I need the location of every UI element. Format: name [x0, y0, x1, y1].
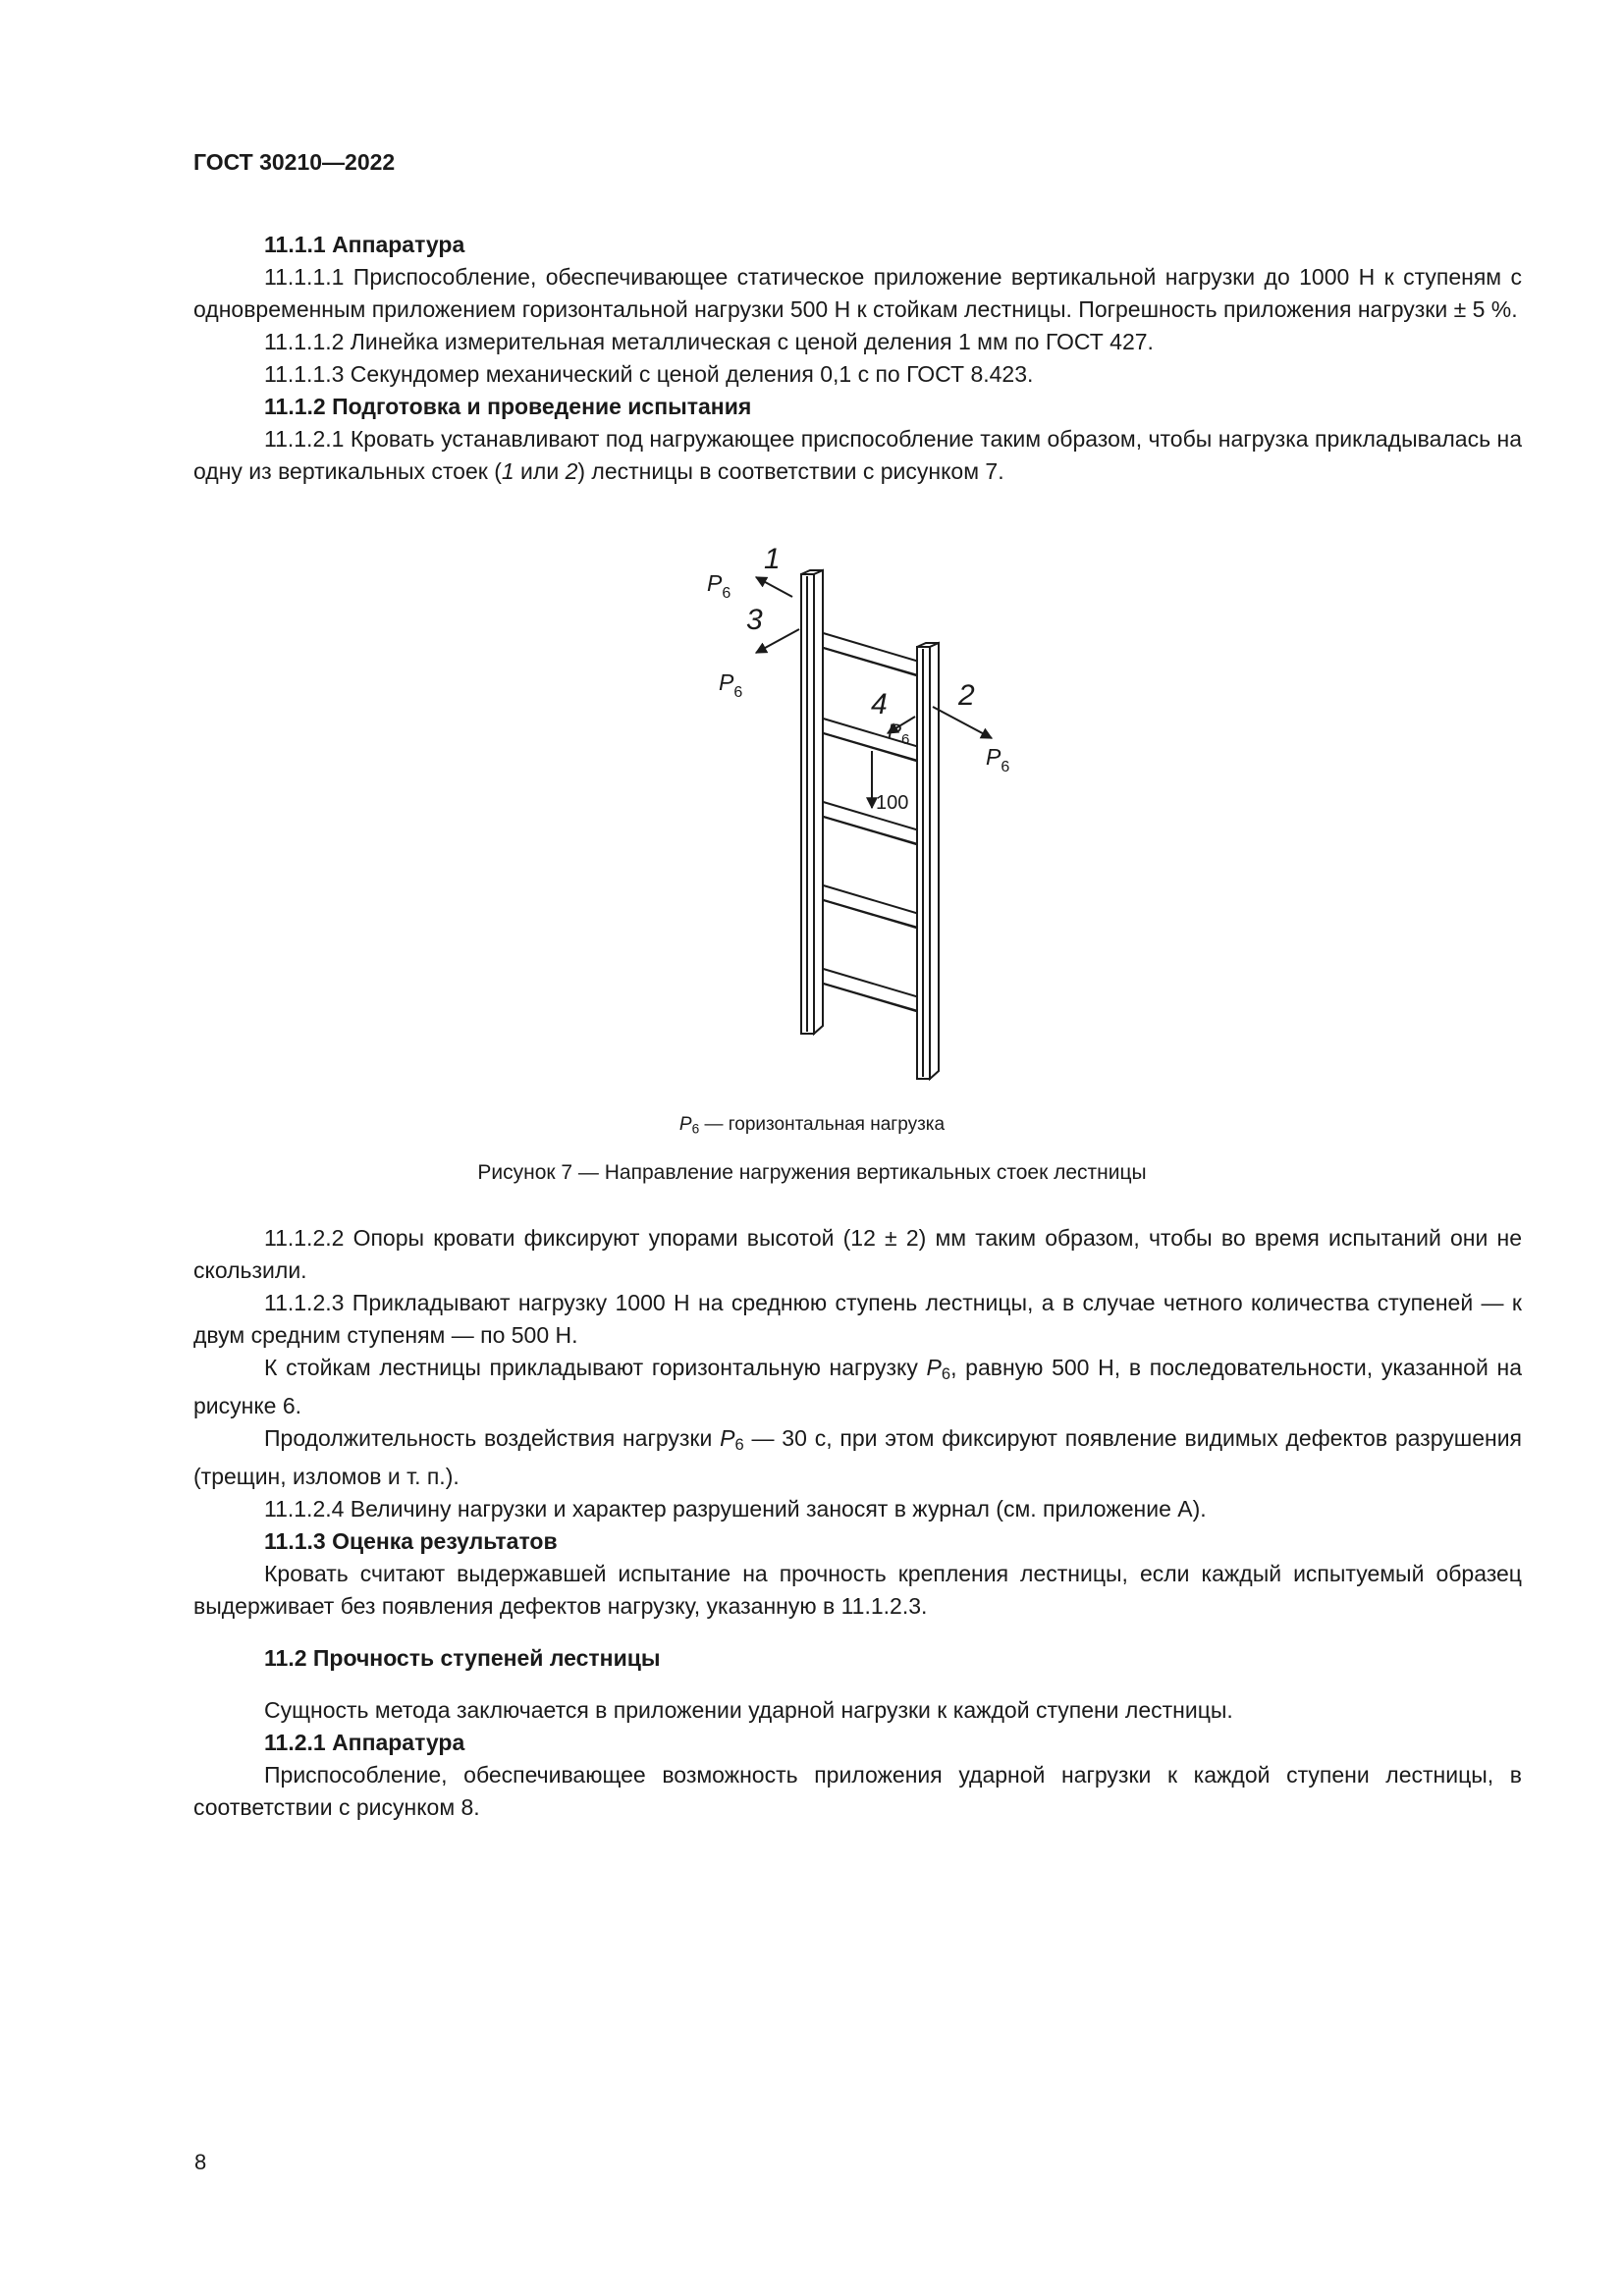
paragraph-device: Приспособление, обеспечивающее возможность приложения ударной нагрузки к каждой ступени лестницы, в соответствии с рисунком 8.: [193, 1762, 1522, 1821]
label-1: 1: [764, 545, 781, 575]
heading-evaluation: 11.1.3 Оценка результатов: [264, 1528, 558, 1555]
ladder-rung: [810, 629, 926, 678]
document-header: ГОСТ 30210—2022: [193, 149, 396, 175]
paragraph-11-1-2-2: 11.1.2.2 Опоры кровати фиксируют упорами высотой (12 ± 2) мм таким образом, чтобы во время испытаний они не скользили.: [193, 1225, 1522, 1283]
paragraph-horizontal-load: К стойкам лестницы прикладывают горизонтальную нагрузку $P_6$, равную 500 Н, в последовательности, указанной на рисунке 6.: [193, 1355, 1522, 1419]
label-load-value: 100: [876, 792, 909, 814]
label-p6-mid: $P_6$: [888, 721, 910, 748]
figure-7-ladder: [648, 545, 1041, 1085]
paragraph-11-1-1-3: 11.1.1.3 Секундомер механический с ценой деления 0,1 с по ГОСТ 8.423.: [264, 361, 1034, 387]
section-procedure: [193, 1222, 1522, 1824]
heading-11-2: 11.2 Прочность ступеней лестницы: [264, 1645, 661, 1672]
label-p6-right: $P_6$: [986, 744, 1010, 775]
paragraph-11-1-2-1: 11.1.2.1 Кровать устанавливают под нагружающее приспособление таким образом, чтобы нагрузка прикладывалась на одну из вертикальных стоек (1 или 2) лестницы в соответствии с рисунком 7.: [193, 426, 1522, 484]
paragraph-duration: Продолжительность воздействия нагрузки $P_6$ — 30 с, при этом фиксируют появление видимых дефектов разрушения (трещин, изломов и т. п.).: [193, 1425, 1522, 1490]
page-number: 8: [194, 2150, 207, 2174]
paragraph-11-1-1-2: 11.1.1.2 Линейка измерительная металлическая с ценой деления 1 мм по ГОСТ 427.: [264, 329, 1154, 354]
ladder-rung: [810, 965, 926, 1014]
paragraph-11-1-2-3: 11.1.2.3 Прикладывают нагрузку 1000 Н на среднюю ступень лестницы, а в случае четного количества ступеней — к двум средним ступеням — по 500 Н.: [193, 1290, 1522, 1348]
label-3: 3: [746, 604, 763, 636]
label-4: 4: [871, 688, 888, 721]
ladder-diagram: [648, 545, 1041, 1085]
heading-preparation: 11.1.2 Подготовка и проведение испытания: [264, 394, 752, 419]
figure-legend: $P_6$ — горизонтальная нагрузка: [678, 1114, 946, 1137]
label-p6-top: $P_6$: [707, 570, 731, 602]
paragraph-11-1-2-4: 11.1.2.4 Величину нагрузки и характер разрушений заносят в журнал (см. приложение А).: [264, 1496, 1207, 1522]
heading-apparatus: 11.1.1 Аппаратура: [264, 232, 465, 257]
section-apparatus: [193, 229, 1522, 488]
heading-11-2-1: 11.2.1 Аппаратура: [264, 1730, 465, 1756]
arrow-1: [756, 577, 792, 597]
label-2: 2: [958, 679, 975, 712]
ladder-post-left: [801, 570, 823, 1034]
paragraph-11-1-1-1: 11.1.1.1 Приспособление, обеспечивающее статическое приложение вертикальной нагрузки до 1000 Н к ступеням с одновременным приложением горизонтальной нагрузки 500 Н к стойкам лестницы. Погрешность приложения нагрузки ± 5 %.: [193, 264, 1522, 322]
ladder-rung: [810, 881, 926, 931]
figure-caption: Рисунок 7 — Направление нагружения вертикальных стоек лестницы: [477, 1161, 1147, 1184]
paragraph-evaluation: Кровать считают выдержавшей испытание на прочность крепления лестницы, если каждый испытуемый образец выдерживает без появления дефектов нагрузку, указанную в 11.1.2.3.: [193, 1561, 1522, 1620]
label-p6-left: $P_6$: [719, 669, 743, 701]
paragraph-method-essence: Сущность метода заключается в приложении ударной нагрузки к каждой ступени лестницы.: [264, 1697, 1233, 1724]
